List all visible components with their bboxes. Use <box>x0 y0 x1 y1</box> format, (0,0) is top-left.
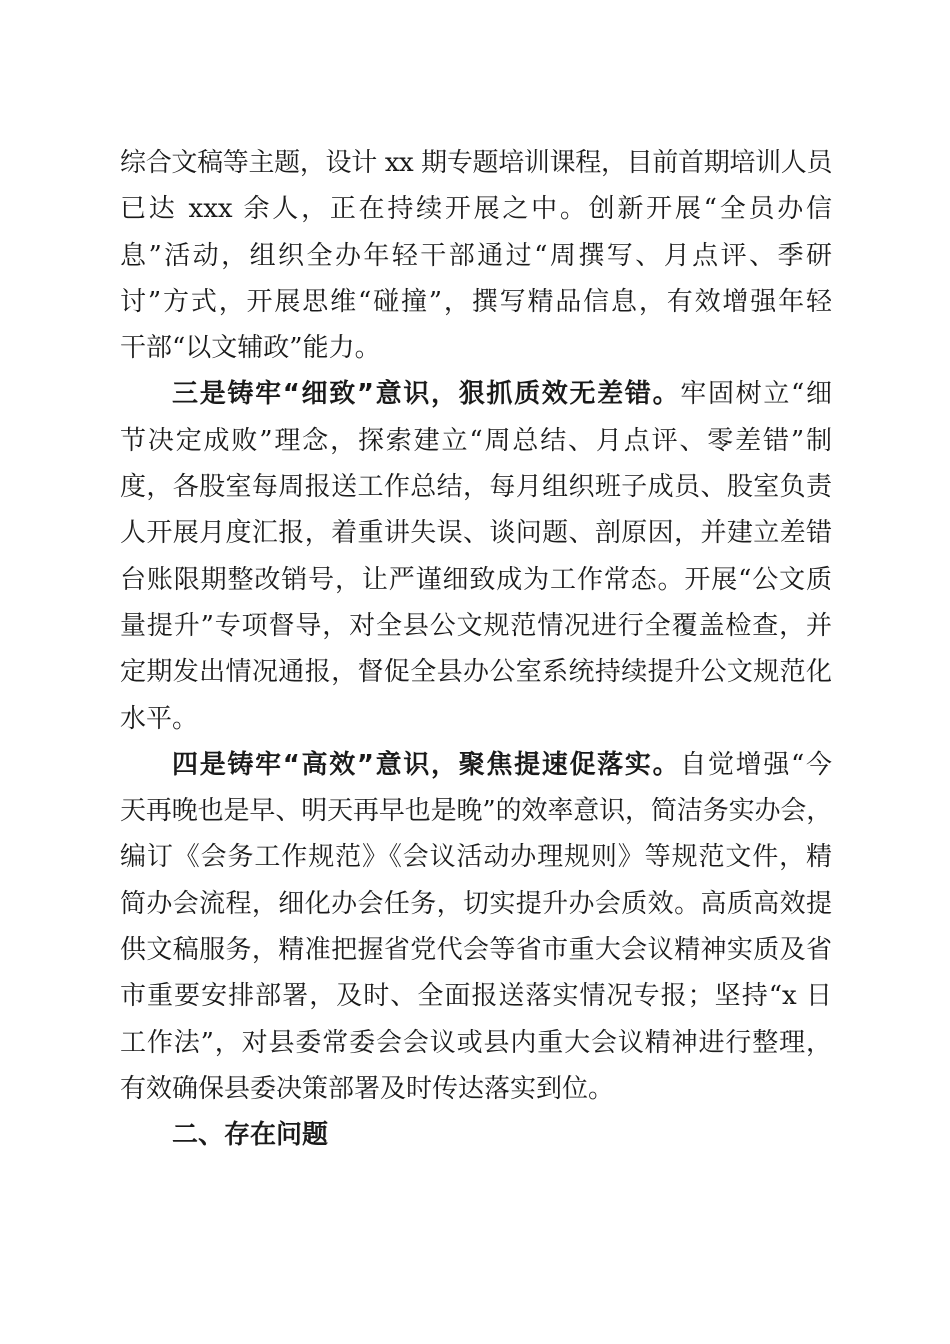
text-line: 量提升”专项督导，对全县公文规范情况进行全覆盖检查，并 <box>120 610 832 641</box>
text-line: 简办会流程，细化办会任务，切实提升办会质效。高质高效提 <box>120 888 832 919</box>
section-heading: 二、存在问题 <box>172 1120 329 1151</box>
text-line: 节决定成败”理念，探索建立“周总结、月点评、零差错”制 <box>120 425 832 456</box>
text-line: 水平。 <box>120 703 199 734</box>
paragraph-training <box>120 140 832 371</box>
document-body <box>120 140 832 1159</box>
text-line: 天再晚也是早、明天再早也是晚”的效率意识，简洁务实办会， <box>120 796 832 827</box>
paragraph-meticulous <box>120 371 832 741</box>
paragraph-efficiency <box>120 742 832 1112</box>
text-line: 干部“以文辅政”能力。 <box>120 333 381 364</box>
text-line: 人开展月度汇报，着重讲失误、谈问题、剖原因，并建立差错 <box>120 518 832 549</box>
text-line: 市重要安排部署，及时、全面报送落实情况专报；坚持“x 日 <box>120 981 832 1012</box>
text-line: 供文稿服务，精准把握省党代会等省市重大会议精神实质及省 <box>120 935 832 966</box>
text-line: 台账限期整改销号，让严谨细致成为工作常态。开展“公文质 <box>120 564 832 595</box>
text-line: 编订《会务工作规范》《会议活动办理规则》等规范文件，精 <box>120 842 832 873</box>
text-line: 四是铸牢“高效”意识，聚焦提速促落实。自觉增强“今 <box>172 749 832 780</box>
text-line: 已达 xxx 余人，正在持续开展之中。创新开展“全员办信 <box>120 194 832 225</box>
text-line: 综合文稿等主题，设计 xx 期专题培训课程，目前首期培训人员 <box>120 148 832 178</box>
paragraph-lead-sentence: 三是铸牢“细致”意识，狠抓质效无差错。 <box>172 379 681 410</box>
text-line: 三是铸牢“细致”意识，狠抓质效无差错。牢固树立“细 <box>172 379 832 410</box>
text-line: 定期发出情况通报，督促全县办公室系统持续提升公文规范化 <box>120 657 832 688</box>
text-line: 有效确保县委决策部署及时传达落实到位。 <box>120 1073 615 1104</box>
text-line: 讨”方式，开展思维“碰撞”，撰写精品信息，有效增强年轻 <box>120 286 832 317</box>
paragraph-lead-sentence: 四是铸牢“高效”意识，聚焦提速促落实。 <box>172 749 681 780</box>
text-line: 工作法”，对县委常委会会议或县内重大会议精神进行整理， <box>120 1027 832 1058</box>
text-line: 度，各股室每周报送工作总结，每月组织班子成员、股室负责 <box>120 472 832 503</box>
text-line: 息”活动，组织全办年轻干部通过“周撰写、月点评、季研 <box>120 240 832 271</box>
